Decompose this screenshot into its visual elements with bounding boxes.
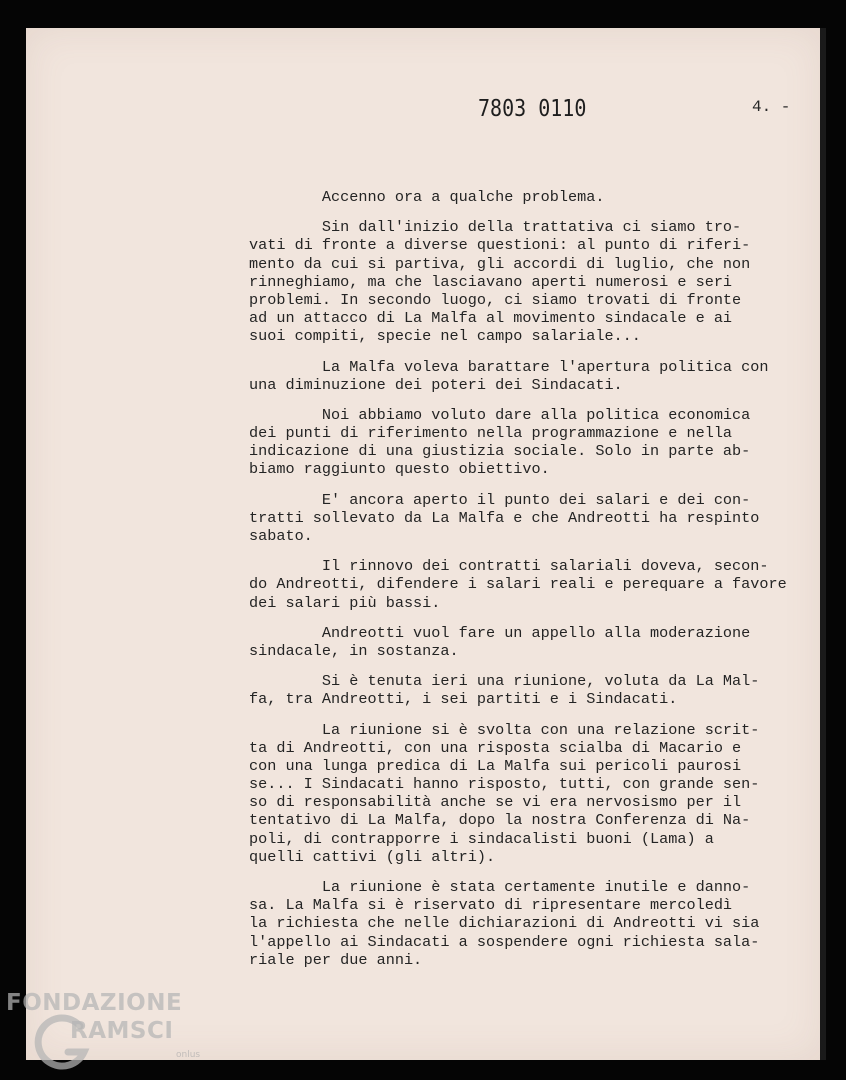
text-line: Noi abbiamo voluto dare alla politica economica: [249, 405, 751, 424]
text-line: Andreotti vuol fare un appello alla moderazione: [249, 623, 751, 642]
paragraph: [249, 358, 821, 394]
text-line: E' ancora aperto il punto dei salari e dei con-: [249, 490, 751, 509]
watermark-line2: RAMSCI: [70, 1018, 174, 1044]
text-line: so di responsabilità anche se vi era nervosismo per il: [249, 793, 742, 812]
paragraph: [249, 721, 821, 867]
text-line: La riunione si è svolta con una relazione scrit-: [249, 720, 760, 739]
text-line: Il rinnovo dei contratti salariali doveva, secon-: [249, 557, 769, 576]
text-line: vati di fronte a diverse questioni: al punto di riferi-: [249, 236, 751, 255]
reference-number: 7803 0110: [478, 94, 587, 122]
paragraph: [249, 188, 821, 206]
text-line: sa. La Malfa si è riservato di ripresentare mercoledì: [249, 896, 733, 915]
text-line: biamo raggiunto questo obiettivo.: [249, 460, 550, 479]
page-number: 4. -: [752, 98, 791, 116]
text-line: tratti sollevato da La Malfa e che Andreotti ha respinto: [249, 508, 760, 527]
watermark-logo: [4, 988, 214, 1078]
text-line: problemi. In secondo luogo, ci siamo trovati di fronte: [249, 290, 742, 309]
document-body: [249, 188, 821, 981]
text-line: poli, di contrapporre i sindacalisti buoni (Lama) a: [249, 829, 714, 848]
text-line: Sin dall'inizio della trattativa ci siamo tro-: [249, 218, 742, 237]
paragraph: [249, 557, 821, 612]
text-line: riale per due anni.: [249, 950, 423, 969]
text-line: ta di Andreotti, con una risposta scialba di Macario e: [249, 738, 742, 757]
text-line: La Malfa voleva barattare l'apertura politica con: [249, 357, 769, 376]
text-line: la richiesta che nelle dichiarazioni di Andreotti vi sia: [249, 914, 760, 933]
text-line: rinneghiamo, ma che lasciavano aperti numerosi e seri: [249, 272, 733, 291]
text-line: Accenno ora a qualche problema.: [249, 188, 605, 206]
paragraph: [249, 624, 821, 660]
text-line: dei salari più bassi.: [249, 593, 441, 612]
text-line: se... I Sindacati hanno risposto, tutti, con grande sen-: [249, 775, 760, 794]
text-line: l'appello ai Sindacati a sospendere ogni richiesta sala-: [249, 932, 760, 951]
paragraph: [249, 878, 821, 969]
paragraph: [249, 491, 821, 546]
text-line: do Andreotti, difendere i salari reali e perequare a favore: [249, 575, 787, 594]
text-line: una diminuzione dei poteri dei Sindacati.: [249, 375, 623, 394]
text-line: Si è tenuta ieri una riunione, voluta da La Mal-: [249, 672, 760, 691]
text-line: indicazione di una giustizia sociale. Solo in parte ab-: [249, 442, 751, 461]
text-line: quelli cattivi (gli altri).: [249, 847, 496, 866]
watermark-line1: FONDAZIONE: [6, 990, 183, 1016]
text-line: con una lunga predica di La Malfa sui pericoli paurosi: [249, 756, 742, 775]
text-line: La riunione è stata certamente inutile e danno-: [249, 878, 751, 896]
text-line: suoi compiti, specie nel campo salariale...: [249, 327, 641, 346]
text-line: fa, tra Andreotti, i sei partiti e i Sindacati.: [249, 690, 678, 709]
watermark-tag: onlus: [176, 1050, 201, 1060]
paragraph: [249, 672, 821, 708]
text-line: dei punti di riferimento nella programmazione e nella: [249, 424, 733, 443]
text-line: sabato.: [249, 527, 313, 545]
text-line: tentativo di La Malfa, dopo la nostra Conferenza di Na-: [249, 811, 751, 830]
paragraph: [249, 406, 821, 479]
text-line: ad un attacco di La Malfa al movimento sindacale e ai: [249, 309, 733, 328]
text-line: mento da cui si partiva, gli accordi di luglio, che non: [249, 254, 751, 273]
text-line: sindacale, in sostanza.: [249, 641, 459, 660]
paragraph: [249, 218, 821, 345]
